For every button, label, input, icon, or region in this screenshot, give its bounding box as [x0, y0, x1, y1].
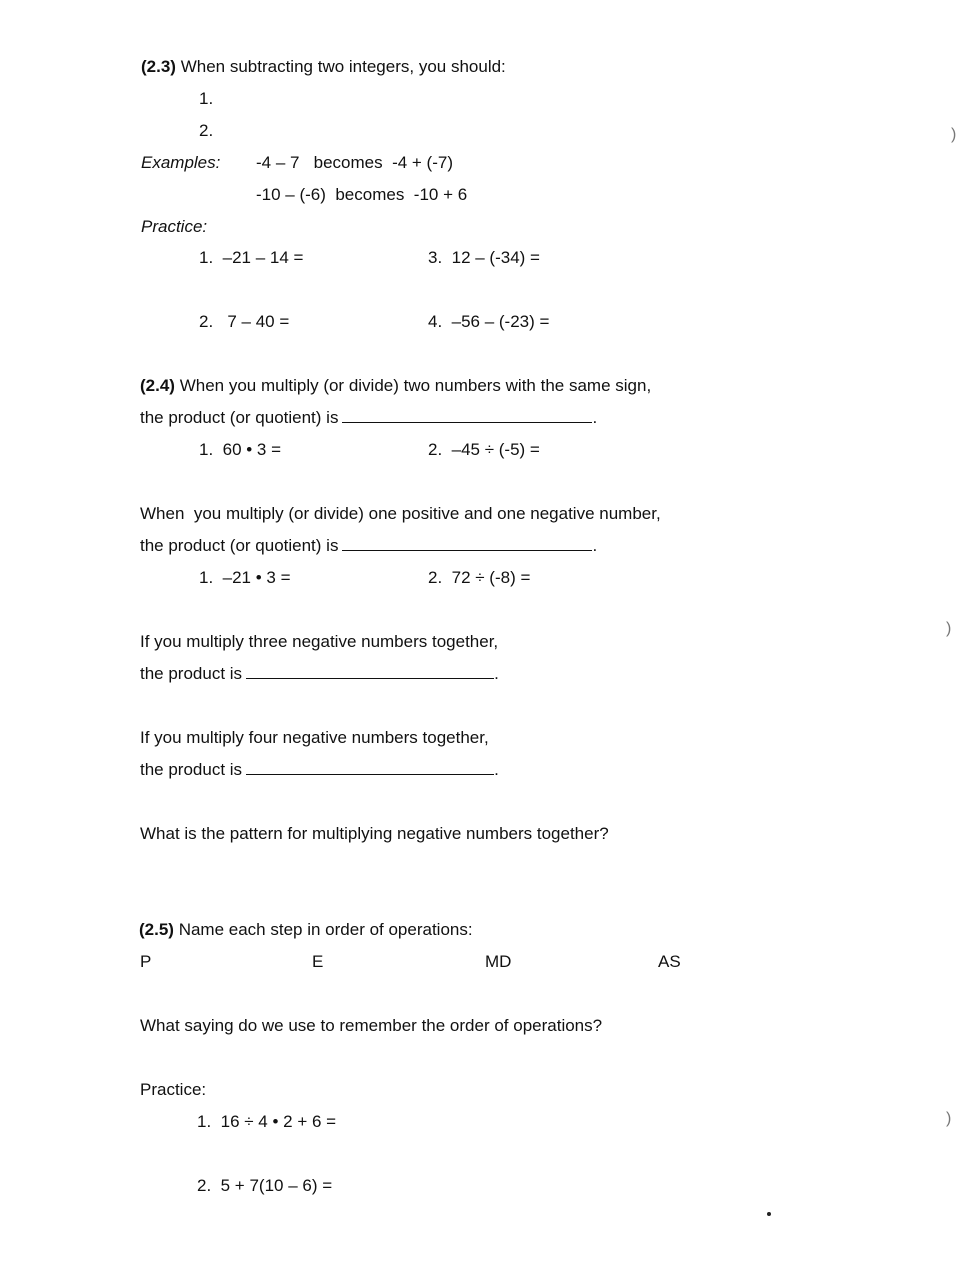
same-sign-text: the product (or quotient) is: [140, 408, 339, 427]
different-sign-problem-1: 1. –21 • 3 =: [199, 568, 291, 587]
step-p: P: [140, 952, 152, 971]
section-number: (2.3): [141, 57, 176, 76]
three-negatives-text: the product is: [140, 664, 243, 683]
section-heading-text: When subtracting two integers, you should:: [180, 57, 506, 76]
step-md: MD: [485, 952, 512, 971]
four-negatives-answer-blank[interactable]: [246, 760, 494, 775]
order-practice-problem-2: 2. 5 + 7(10 – 6) =: [197, 1176, 333, 1195]
practice-problem-4: 4. –56 – (-23) =: [428, 312, 550, 331]
three-negatives-answer-blank[interactable]: [246, 664, 494, 679]
practice-problem-3: 3. 12 – (-34) =: [428, 248, 540, 267]
same-sign-answer-blank[interactable]: [342, 408, 592, 423]
order-practice-problem-1: 1. 16 ÷ 4 • 2 + 6 =: [197, 1112, 337, 1131]
section-2-5-heading: [139, 920, 473, 940]
same-sign-problem-2: 2. –45 ÷ (-5) =: [428, 440, 540, 459]
same-sign-problem-1: 1. 60 • 3 =: [199, 440, 282, 459]
step-as: AS: [658, 952, 681, 971]
different-sign-problem-2: 2. 72 ÷ (-8) =: [428, 568, 531, 587]
examples-label: Examples:: [141, 153, 221, 172]
section-heading-text: When you multiply (or divide) two numbers with the same sign,: [179, 376, 652, 395]
same-sign-statement: the product (or quotient) is .: [140, 408, 598, 427]
section-number: (2.4): [140, 376, 175, 395]
step-2-label: 2.: [199, 121, 214, 140]
practice-label-2: Practice:: [140, 1080, 207, 1099]
pattern-question: What is the pattern for multiplying negative numbers together?: [140, 824, 609, 843]
different-sign-answer-blank[interactable]: [342, 536, 592, 551]
scan-mark-icon: ): [951, 126, 957, 143]
practice-problem-1: 1. –21 – 14 =: [199, 248, 304, 267]
example-1: -4 – 7 becomes -4 + (-7): [256, 153, 453, 172]
scan-dot-icon: [767, 1212, 771, 1216]
four-negatives-heading: If you multiply four negative numbers together,: [140, 728, 489, 747]
different-sign-statement: the product (or quotient) is .: [140, 536, 598, 555]
saying-question: What saying do we use to remember the order of operations?: [140, 1016, 603, 1035]
different-sign-text: the product (or quotient) is: [140, 536, 339, 555]
section-2-3-heading: [141, 57, 506, 77]
example-2: -10 – (-6) becomes -10 + 6: [256, 185, 468, 204]
three-negatives-statement: the product is .: [140, 664, 499, 683]
four-negatives-text: the product is: [140, 760, 243, 779]
section-2-4-heading: [140, 376, 651, 396]
step-e: E: [312, 952, 324, 971]
different-sign-heading: When you multiply (or divide) one positive and one negative number,: [140, 504, 661, 523]
section-heading-text: Name each step in order of operations:: [178, 920, 473, 939]
practice-problem-2: 2. 7 – 40 =: [199, 312, 290, 331]
scan-mark-icon: ): [946, 620, 952, 637]
three-negatives-heading: If you multiply three negative numbers together,: [140, 632, 499, 651]
scan-mark-icon: ): [946, 1110, 952, 1127]
section-number: (2.5): [139, 920, 174, 939]
practice-label: Practice:: [141, 217, 208, 236]
step-1-label: 1.: [199, 89, 214, 108]
four-negatives-statement: the product is .: [140, 760, 499, 779]
